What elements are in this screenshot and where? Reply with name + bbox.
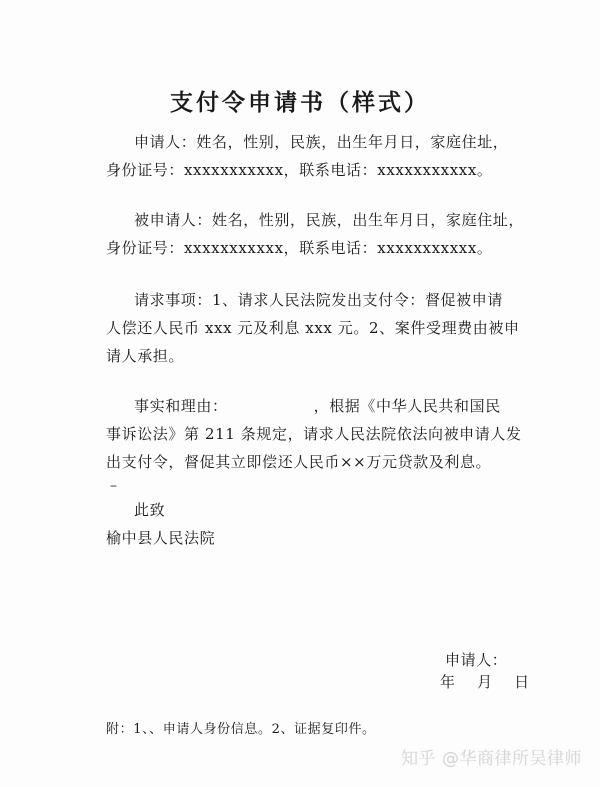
- facts-line-1: [134, 396, 501, 416]
- claims-line-1: 请求事项：1、请求人民法院发出支付令：督促被申请: [134, 291, 503, 309]
- watermark: 知乎 @华商律所吴律师: [401, 749, 582, 769]
- document-title: 支付令申请书（样式）: [170, 89, 430, 116]
- claims-line-2: 人偿还人民币 xxx 元及利息 xxx 元。2、案件受理费由被申: [106, 319, 520, 337]
- applicant-line-2: 身份证号：xxxxxxxxxxx，联系电话：xxxxxxxxxxx。: [106, 161, 493, 179]
- claims-line-3: 请人承担。: [106, 347, 185, 365]
- closing-court: 榆中县人民法院: [106, 529, 216, 547]
- facts-line-2: 事诉讼法》第 211 条规定，请求人民法院依法向被申请人发: [106, 425, 522, 443]
- stray-dash: –: [110, 478, 117, 494]
- signature-date: 年 月 日: [440, 673, 530, 691]
- respondent-line-2: 身份证号：xxxxxxxxxxx，联系电话：xxxxxxxxxxx。: [106, 239, 493, 257]
- closing-salutation: 此致: [134, 501, 166, 519]
- respondent-line-1: 被申请人：姓名，性别，民族，出生年月日，家庭住址，: [134, 211, 525, 229]
- facts-line-3: 出支付令，督促其立即偿还人民币××万元贷款及利息。: [106, 453, 492, 471]
- facts-label: 事实和理由：: [134, 397, 228, 415]
- facts-line-1-rest: ，根据《中华人民共和国民: [313, 397, 501, 415]
- signature-applicant-label: 申请人：: [445, 651, 508, 669]
- applicant-line-1: 申请人：姓名，性别，民族，出生年月日，家庭住址，: [134, 133, 509, 151]
- attachment-note: 附：1、、申请人身份信息。2、证据复印件。: [106, 722, 376, 737]
